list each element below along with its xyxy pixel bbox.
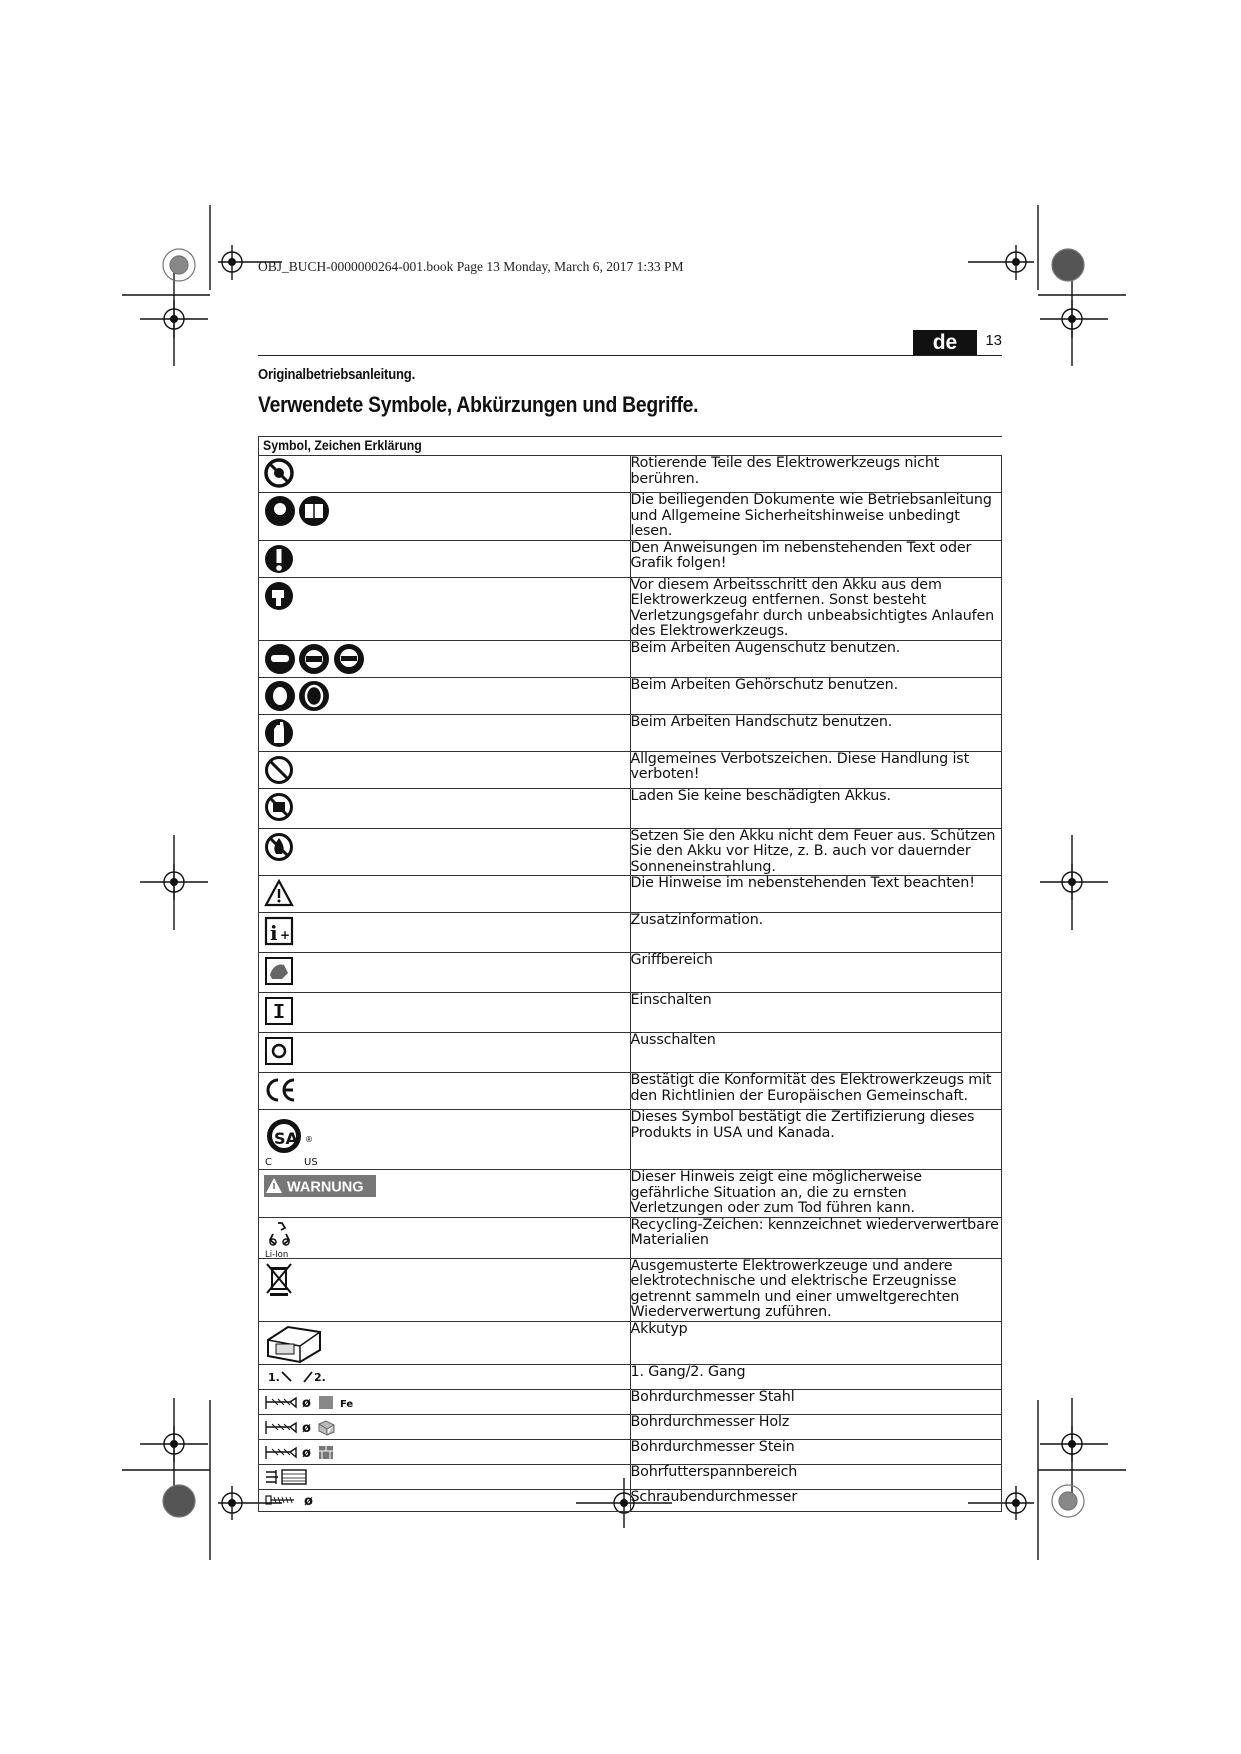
table-row <box>259 1364 1002 1389</box>
row-description: Bohrdurchmesser Stahl <box>630 1389 1002 1414</box>
table-row <box>259 788 1002 828</box>
table-row <box>259 714 1002 751</box>
row-description: Den Anweisungen im nebenstehenden Text oder Grafik folgen! <box>630 540 1002 577</box>
row-description: Bohrfutterspannbereich <box>630 1464 1002 1489</box>
table-row <box>259 677 1002 714</box>
table-row <box>259 993 1002 1033</box>
row-description: Vor diesem Arbeitsschritt den Akku aus dem Elektrowerkzeug entfernen. Sonst besteht Verletzungsgefahr durch unbeabsichtigtes Anlaufen des Elektrowerkzeugs. <box>630 577 1002 640</box>
header-rule <box>258 355 1002 356</box>
no-fire-battery-icon <box>264 831 294 863</box>
table-row <box>259 540 1002 577</box>
row-description: Beim Arbeiten Gehörschutz benutzen. <box>630 677 1002 714</box>
language-badge: de <box>913 330 977 355</box>
read-manual-icon <box>264 495 332 527</box>
table-row <box>259 1110 1002 1170</box>
table-row <box>259 1321 1002 1364</box>
row-description: Ausschalten <box>630 1033 1002 1073</box>
row-description: Rotierende Teile des Elektrowerkzeugs nicht berühren. <box>630 456 1002 493</box>
svg-text:Fe: Fe <box>340 1398 354 1410</box>
table-row <box>259 1073 1002 1110</box>
row-description: Laden Sie keine beschädigten Akkus. <box>630 788 1002 828</box>
svg-text:ø: ø <box>302 1395 311 1411</box>
row-description: Bestätigt die Konformität des Elektrowerkzeugs mit den Richtlinien der Europäischen Gemeinschaft. <box>630 1073 1002 1110</box>
svg-text:SA: SA <box>274 1129 298 1148</box>
power-on-icon <box>264 995 294 1027</box>
table-row <box>259 876 1002 913</box>
info-plus-icon <box>264 915 294 947</box>
svg-text:1.: 1. <box>268 1370 280 1384</box>
row-description: Dieser Hinweis zeigt eine möglicherweise gefährliche Situation an, die zu ernsten Verletzungen oder zum Tod führen kann. <box>630 1170 1002 1218</box>
table-row <box>259 1414 1002 1439</box>
table-header: Symbol, Zeichen Erklärung <box>259 437 631 456</box>
prohibition-icon <box>264 754 294 786</box>
remove-battery-icon <box>264 580 294 612</box>
ear-protection-icon <box>264 680 332 712</box>
symbol-table <box>258 436 1002 1512</box>
table-row <box>259 913 1002 953</box>
hand-protection-icon <box>264 717 294 749</box>
exclamation-mandatory-icon <box>264 543 294 575</box>
svg-text:Li-Ion: Li-Ion <box>265 1249 289 1258</box>
table-row <box>259 1033 1002 1073</box>
row-description: Zusatzinformation. <box>630 913 1002 953</box>
warning-triangle-icon <box>264 878 294 908</box>
row-description: Einschalten <box>630 993 1002 1033</box>
table-header-row <box>259 437 1002 456</box>
svg-text:ø: ø <box>302 1420 311 1436</box>
row-description: Griffbereich <box>630 953 1002 993</box>
no-damaged-battery-charging-icon <box>264 791 294 823</box>
svg-text:US: US <box>304 1157 318 1166</box>
table-row <box>259 828 1002 876</box>
csa-certification-icon <box>264 1114 324 1166</box>
svg-text:i: i <box>270 921 278 945</box>
row-description: Akkutyp <box>630 1321 1002 1364</box>
svg-text:ø: ø <box>302 1445 311 1461</box>
row-description: Ausgemusterte Elektrowerkzeuge und andere elektrotechnische und elektrische Erzeugnisse getrennt sammeln und einer umweltgerechten Wiederverwertung zuführen. <box>630 1258 1002 1321</box>
eye-protection-icon <box>264 643 366 675</box>
rotating-parts-prohibition-icon <box>264 458 294 488</box>
row-description: Dieses Symbol bestätigt die Zertifizierung dieses Produkts in USA und Kanada. <box>630 1110 1002 1170</box>
warnung-label-icon <box>264 1175 376 1197</box>
book-header: OBJ_BUCH-0000000264-001.book Page 13 Monday, March 6, 2017 1:33 PM <box>258 259 684 274</box>
row-description: Beim Arbeiten Handschutz benutzen. <box>630 714 1002 751</box>
table-row <box>259 751 1002 788</box>
row-description: Schraubendurchmesser <box>630 1489 1002 1511</box>
svg-text:2.: 2. <box>314 1370 326 1384</box>
row-description: Die Hinweise im nebenstehenden Text beachten! <box>630 876 1002 913</box>
table-row <box>259 1464 1002 1489</box>
table-row <box>259 1217 1002 1258</box>
svg-text:ø: ø <box>304 1493 313 1508</box>
row-description: Recycling-Zeichen: kennzeichnet wiederverwertbare Materialien <box>630 1217 1002 1258</box>
recycling-li-ion-icon <box>264 1220 296 1258</box>
table-row <box>259 493 1002 541</box>
grip-area-icon <box>264 955 294 987</box>
table-row <box>259 1389 1002 1414</box>
table-row <box>259 640 1002 677</box>
weee-crossed-bin-icon <box>264 1261 294 1297</box>
svg-text:C: C <box>265 1157 272 1166</box>
table-row <box>259 1170 1002 1218</box>
ce-mark-icon <box>264 1075 298 1105</box>
page-title: Verwendete Symbole, Abkürzungen und Begriffe. <box>258 392 699 417</box>
row-description: Allgemeines Verbotszeichen. Diese Handlung ist verboten! <box>630 751 1002 788</box>
drill-diameter-stone-icon <box>264 1443 364 1461</box>
battery-pack-icon <box>264 1324 324 1364</box>
table-row <box>259 1489 1002 1511</box>
gear-selection-icon <box>264 1368 334 1386</box>
row-description: Bohrdurchmesser Stein <box>630 1439 1002 1464</box>
drill-diameter-steel-icon <box>264 1393 364 1411</box>
row-description: Die beiliegenden Dokumente wie Betriebsanleitung und Allgemeine Sicherheitshinweise unbedingt lesen. <box>630 493 1002 541</box>
svg-text:+: + <box>280 928 291 942</box>
table-row <box>259 577 1002 640</box>
table-row <box>259 953 1002 993</box>
row-description: Beim Arbeiten Augenschutz benutzen. <box>630 640 1002 677</box>
page-number: 13 <box>985 332 1002 349</box>
screw-diameter-icon <box>264 1492 324 1508</box>
table-row <box>259 456 1002 493</box>
drill-diameter-wood-icon <box>264 1418 364 1436</box>
svg-text:WARNUNG: WARNUNG <box>287 1179 364 1196</box>
row-description: 1. Gang/2. Gang <box>630 1364 1002 1389</box>
chuck-range-icon <box>264 1468 314 1486</box>
table-row <box>259 1258 1002 1321</box>
kicker: Originalbetriebsanleitung. <box>258 367 416 383</box>
row-description: Setzen Sie den Akku nicht dem Feuer aus. Schützen Sie den Akku vor Hitze, z. B. auch vor dauernder Sonneneinstrahlung. <box>630 828 1002 876</box>
row-description: Bohrdurchmesser Holz <box>630 1414 1002 1439</box>
table-row <box>259 1439 1002 1464</box>
svg-text:®: ® <box>305 1135 313 1144</box>
power-off-icon <box>264 1035 294 1067</box>
